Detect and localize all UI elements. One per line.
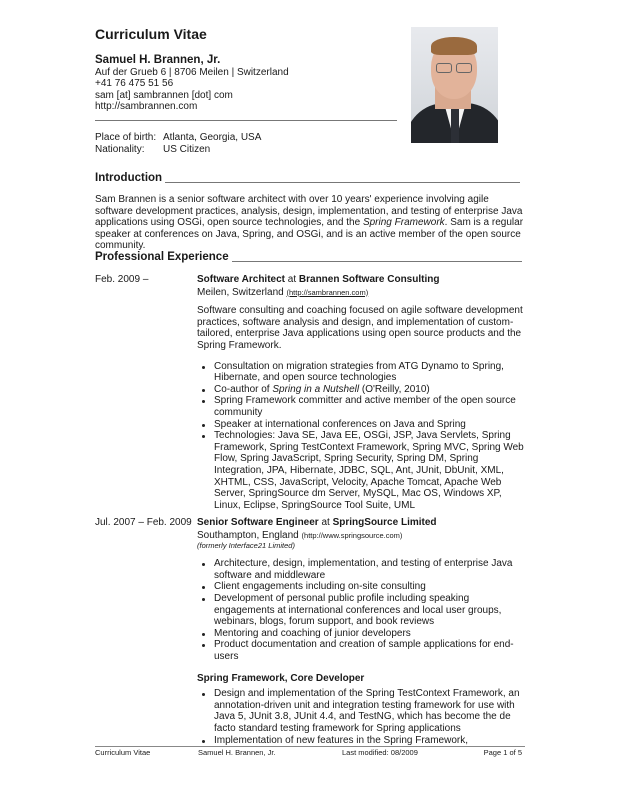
- list-item: Co-author of Spring in a Nutshell (O'Reilly, 2010): [197, 384, 525, 396]
- document-title: Curriculum Vitae: [95, 26, 207, 42]
- phone: +41 76 475 51 56: [95, 78, 174, 90]
- email: sam [at] sambrannen [dot] com: [95, 89, 233, 101]
- personal-info: [95, 132, 261, 155]
- list-item: Development of personal public profile including speaking engagements at international conferences and local user groups, webinars, blogs, forum support, and book reviews: [197, 593, 525, 628]
- website: http://sambrannen.com: [95, 100, 198, 112]
- list-item: Speaker at international conferences on Java and Spring: [197, 419, 525, 431]
- section-heading-experience: [95, 250, 522, 264]
- sub-role: Spring Framework, Core Developer: [197, 672, 365, 684]
- intro-text-em: Spring Framework: [362, 217, 445, 229]
- list-item: Architecture, design, implementation, and testing of enterprise Java software and middleware: [197, 558, 525, 581]
- job-company: SpringSource Limited: [332, 517, 437, 528]
- birth-value: Atlanta, Georgia, USA: [163, 132, 262, 143]
- intro-text-b: . Sam is a regular speaker at conferences on Java, Spring, and OSGi, and is an active member of the open source community.: [95, 217, 524, 252]
- sub-role-bullets: [197, 688, 525, 746]
- footer-modified: Last modified: 08/2009: [342, 748, 418, 757]
- job-at: at: [284, 274, 299, 285]
- list-item: Implementation of new features in the Spring Framework,: [197, 735, 525, 747]
- introduction-text: [95, 194, 525, 252]
- job-url-link[interactable]: (http://sambrannen.com): [286, 287, 369, 297]
- job-company: Brannen Software Consulting: [298, 274, 440, 285]
- person-name: Samuel H. Brannen, Jr.: [95, 54, 221, 66]
- list-item: Technologies: Java SE, Java EE, OSGi, JSP, Java Servlets, Spring Framework, Spring TestContext Framework, Spring MVC, Spring Web Flow, Spring JavaScript, Spring Security, Spring DM, Spring Integration, JPA, Hibernate, JDBC, SQL, Ant, JUnit, DbUnit, XML, XHTML, CSS, JavaScript, Velocity, Apache Tomcat, Apache Web Server, SpringSource dm Server, MySQL, Mac OS, Windows XP, Linux, Eclipse, SpringSource Tool Suite, UML: [197, 430, 525, 511]
- nationality-label: Nationality:: [95, 143, 145, 155]
- footer-name: Samuel H. Brannen, Jr.: [198, 748, 276, 757]
- job-role: Senior Software Engineer: [197, 517, 319, 528]
- job-at: at: [318, 517, 333, 528]
- job-role: Software Architect: [197, 274, 285, 285]
- list-item: Spring Framework committer and active member of the open source community: [197, 395, 525, 418]
- footer-doc-title: Curriculum Vitae: [95, 748, 151, 757]
- job-url-link[interactable]: (http://www.springsource.com): [301, 530, 403, 540]
- profile-photo: [411, 27, 498, 143]
- list-item: Consultation on migration strategies from ATG Dynamo to Spring, Hibernate, and open source technologies: [197, 361, 525, 384]
- birth-label: Place of birth:: [95, 132, 157, 143]
- header-divider: [95, 120, 397, 121]
- job-bullets: [197, 361, 525, 512]
- job-bullets: [197, 558, 525, 662]
- job-date: Feb. 2009 –: [95, 274, 149, 285]
- job-location: Meilen, Switzerland: [197, 286, 284, 298]
- list-item: Product documentation and creation of sample applications for end-users: [197, 639, 525, 662]
- intro-text-a: Sam Brannen is a senior software architect with over 10 years' experience involving agile software development practices, analysis, design, implementation, and testing of enterprise Java applications using OSGi, open source technologies, and the: [95, 194, 523, 229]
- job-entry: [197, 274, 525, 511]
- experience-heading: Professional Experience: [95, 251, 229, 263]
- job-location: Southampton, England: [197, 529, 299, 541]
- nationality-value: US Citizen: [163, 143, 211, 155]
- list-item: Design and implementation of the Spring TestContext Framework, an annotation-driven unit and integration testing framework for use with Java 5, JUnit 3.8, JUnit 4.4, and TestNG, which has become the de facto standard testing framework for Spring applications: [197, 688, 525, 734]
- footer-page-number: Page 1 of 5: [483, 748, 522, 757]
- heading-rule: [165, 171, 520, 183]
- address: Auf der Grueb 6 | 8706 Meilen | Switzerland: [95, 67, 289, 78]
- heading-rule: [232, 250, 522, 262]
- section-heading-introduction: [95, 171, 520, 185]
- list-item: Client engagements including on-site consulting: [197, 581, 525, 593]
- page-footer: [95, 746, 525, 758]
- introduction-heading: Introduction: [95, 172, 163, 184]
- job-date: Jul. 2007 – Feb. 2009: [95, 517, 192, 528]
- contact-block: [95, 67, 289, 112]
- job-formerly: (formerly Interface21 Limited): [197, 541, 295, 551]
- list-item: Mentoring and coaching of junior developers: [197, 628, 525, 640]
- job-entry: [197, 517, 525, 746]
- job-description: Software consulting and coaching focused on agile software development practices, software analysis and design, and implementation of custom-tailored, enterprise Java applications using open source products and the Spring Framework.: [197, 305, 523, 351]
